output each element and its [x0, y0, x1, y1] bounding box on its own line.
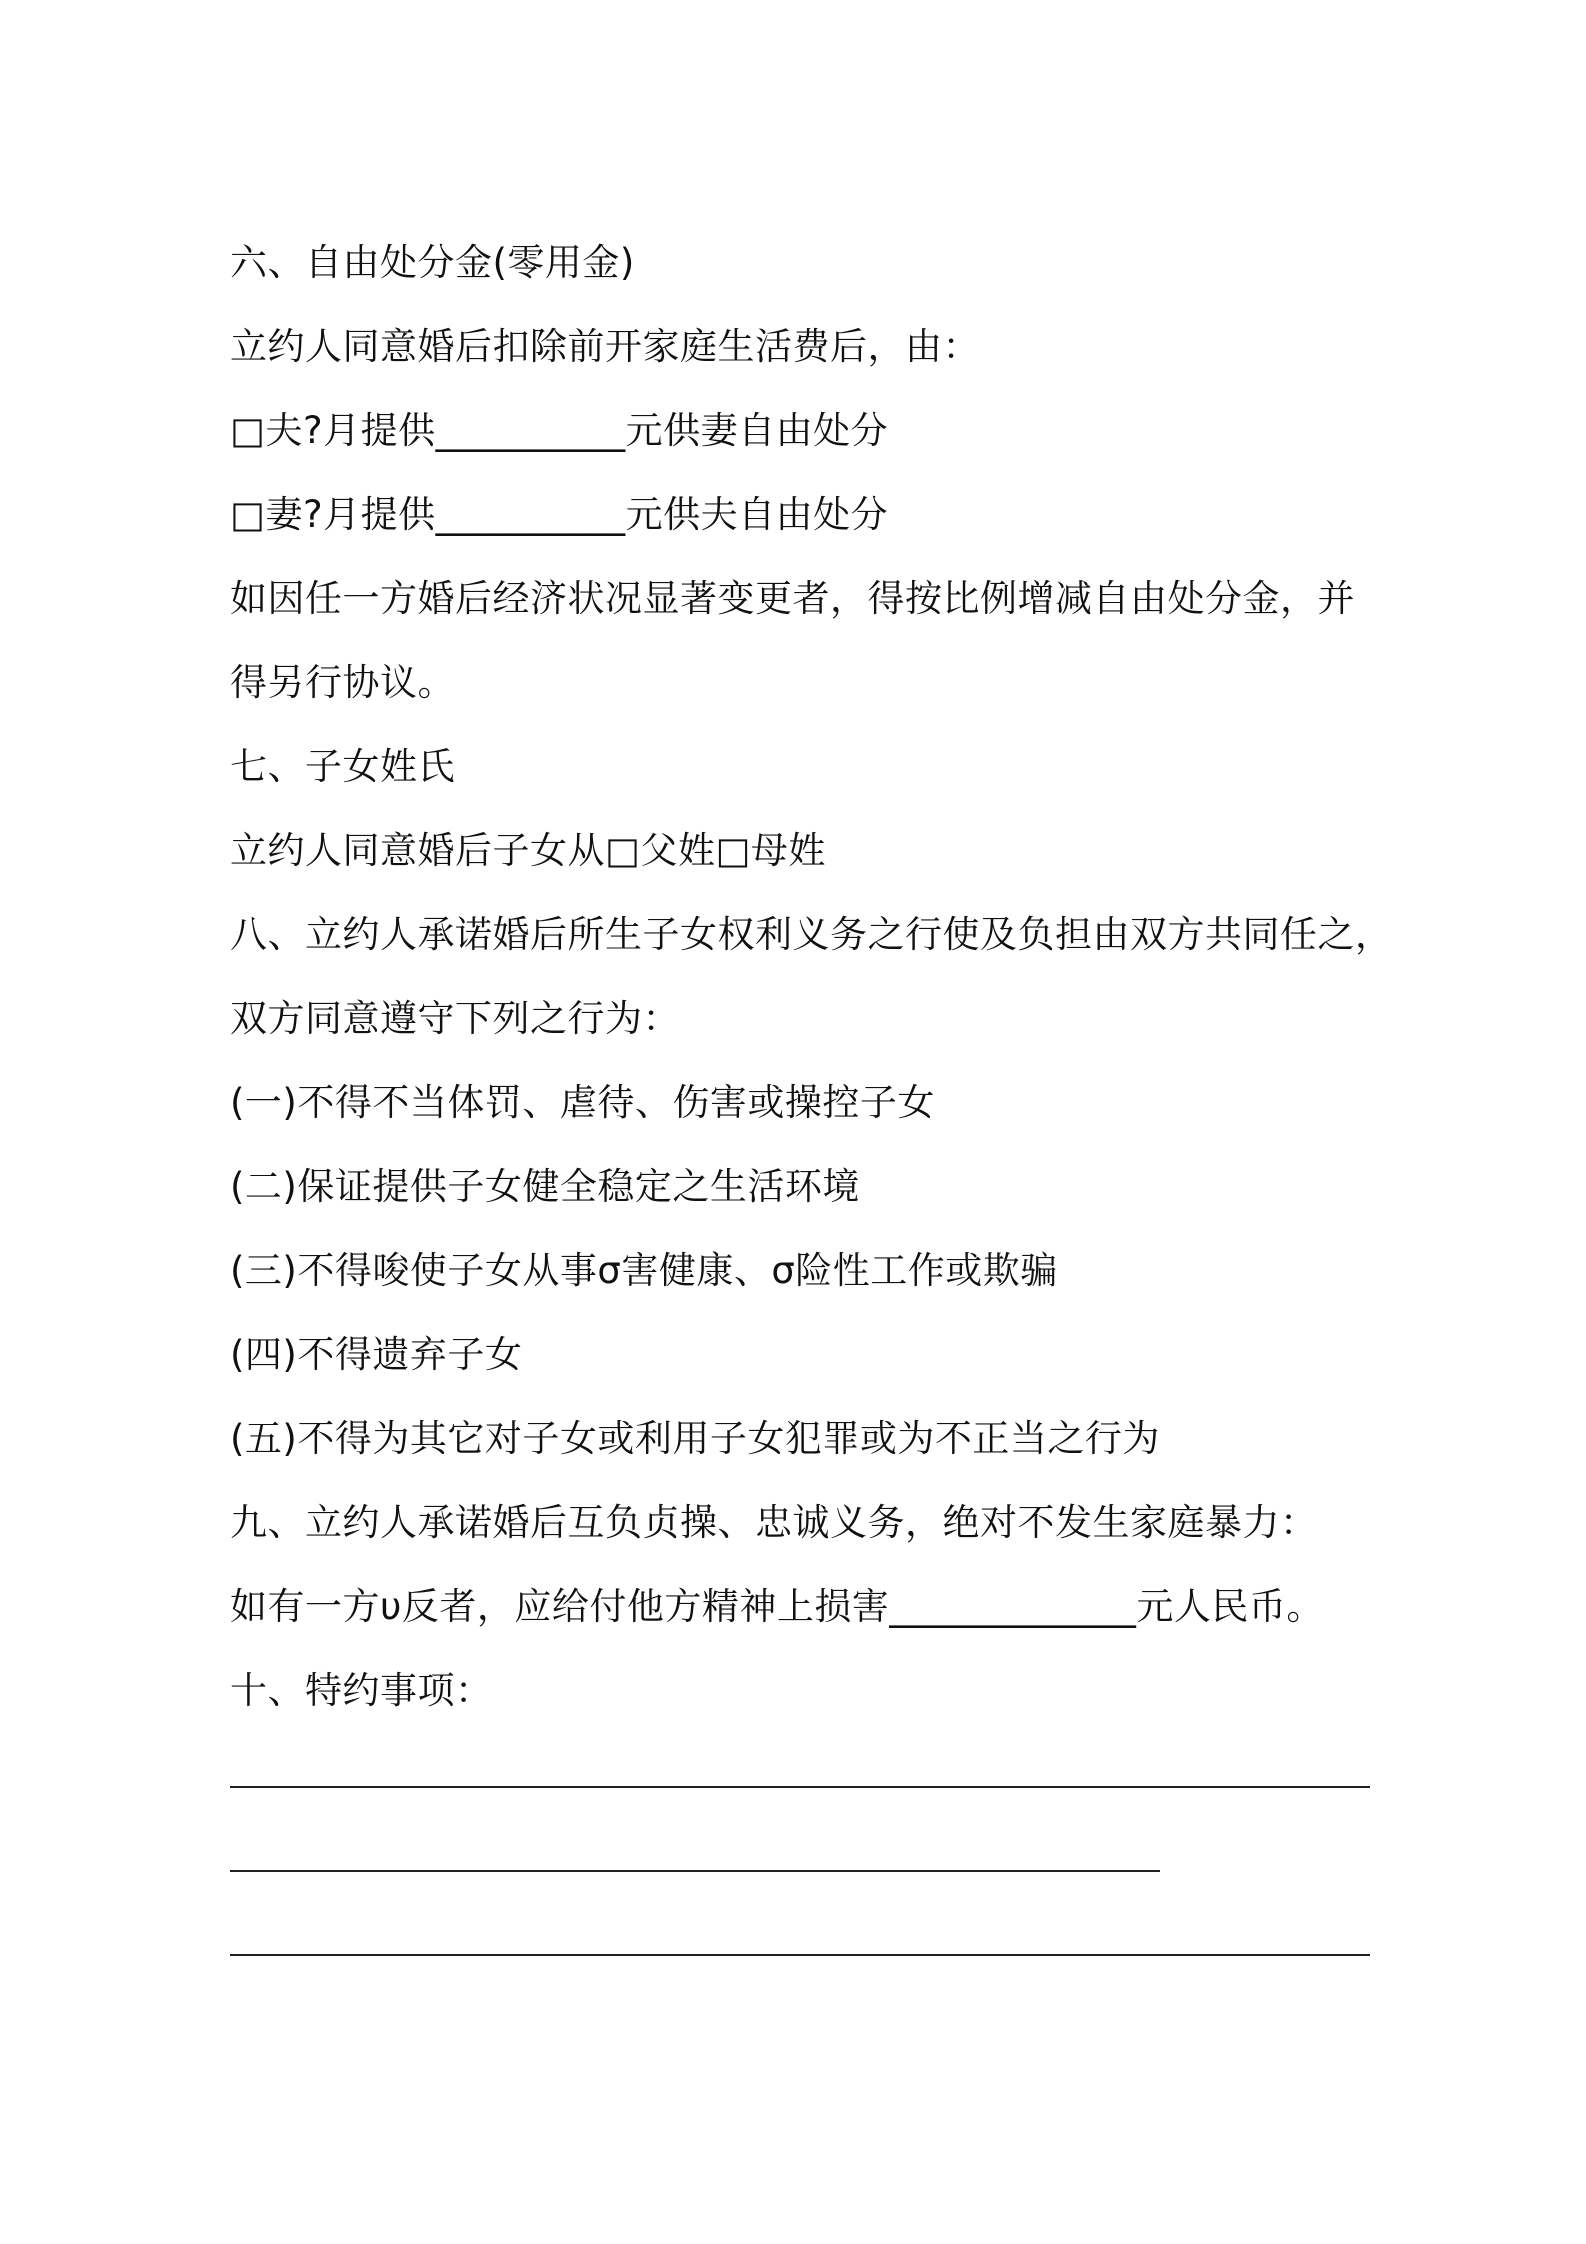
allowance-adjustment-text: 如因任一方婚后经济状况显著变更者，得按比例增减自由处分金，并 [230, 577, 1355, 620]
wife-allowance-option: □妻?月提供__________元供夫自由处分 [230, 493, 889, 536]
allowance-adjustment-text-cont: 得另行协议。 [230, 661, 455, 704]
child-duty-item-2: (二)保证提供子女健全稳定之生活环境 [230, 1165, 860, 1208]
child-duty-item-1: (一)不得不当体罚、虐待、伤害或操控子女 [230, 1081, 935, 1124]
section-7-heading: 七、子女姓氏 [230, 745, 455, 788]
section-10-heading: 十、特约事项： [230, 1669, 493, 1712]
section-8-heading-cont: 双方同意遵守下列之行为： [230, 997, 680, 1040]
special-terms-blank-line-2 [230, 1870, 1160, 1872]
special-terms-blank-line-1 [230, 1786, 1370, 1788]
child-duty-item-5: (五)不得为其它对子女或利用子女犯罪或为不正当之行为 [230, 1417, 1160, 1460]
special-terms-blank-line-3 [230, 1954, 1370, 1956]
section-8-heading: 八、立约人承诺婚后所生子女权利义务之行使及负担由双方共同任之， [230, 913, 1393, 956]
husband-allowance-option: □夫?月提供__________元供妻自由处分 [230, 409, 889, 452]
violation-compensation-text: 如有一方υ反者，应给付他方精神上损害_____________元人民币。 [230, 1585, 1324, 1628]
allowance-intro: 立约人同意婚后扣除前开家庭生活费后，由： [230, 325, 980, 368]
child-duty-item-3: (三)不得唆使子女从事σ害健康、σ险性工作或欺骗 [230, 1249, 1058, 1292]
section-6-heading: 六、自由处分金(零用金) [230, 241, 635, 284]
child-duty-item-4: (四)不得遗弃子女 [230, 1333, 523, 1376]
section-9-heading: 九、立约人承诺婚后互负贞操、忠诚义务，绝对不发生家庭暴力： [230, 1501, 1318, 1544]
child-surname-option: 立约人同意婚后子女从□父姓□母姓 [230, 829, 826, 872]
